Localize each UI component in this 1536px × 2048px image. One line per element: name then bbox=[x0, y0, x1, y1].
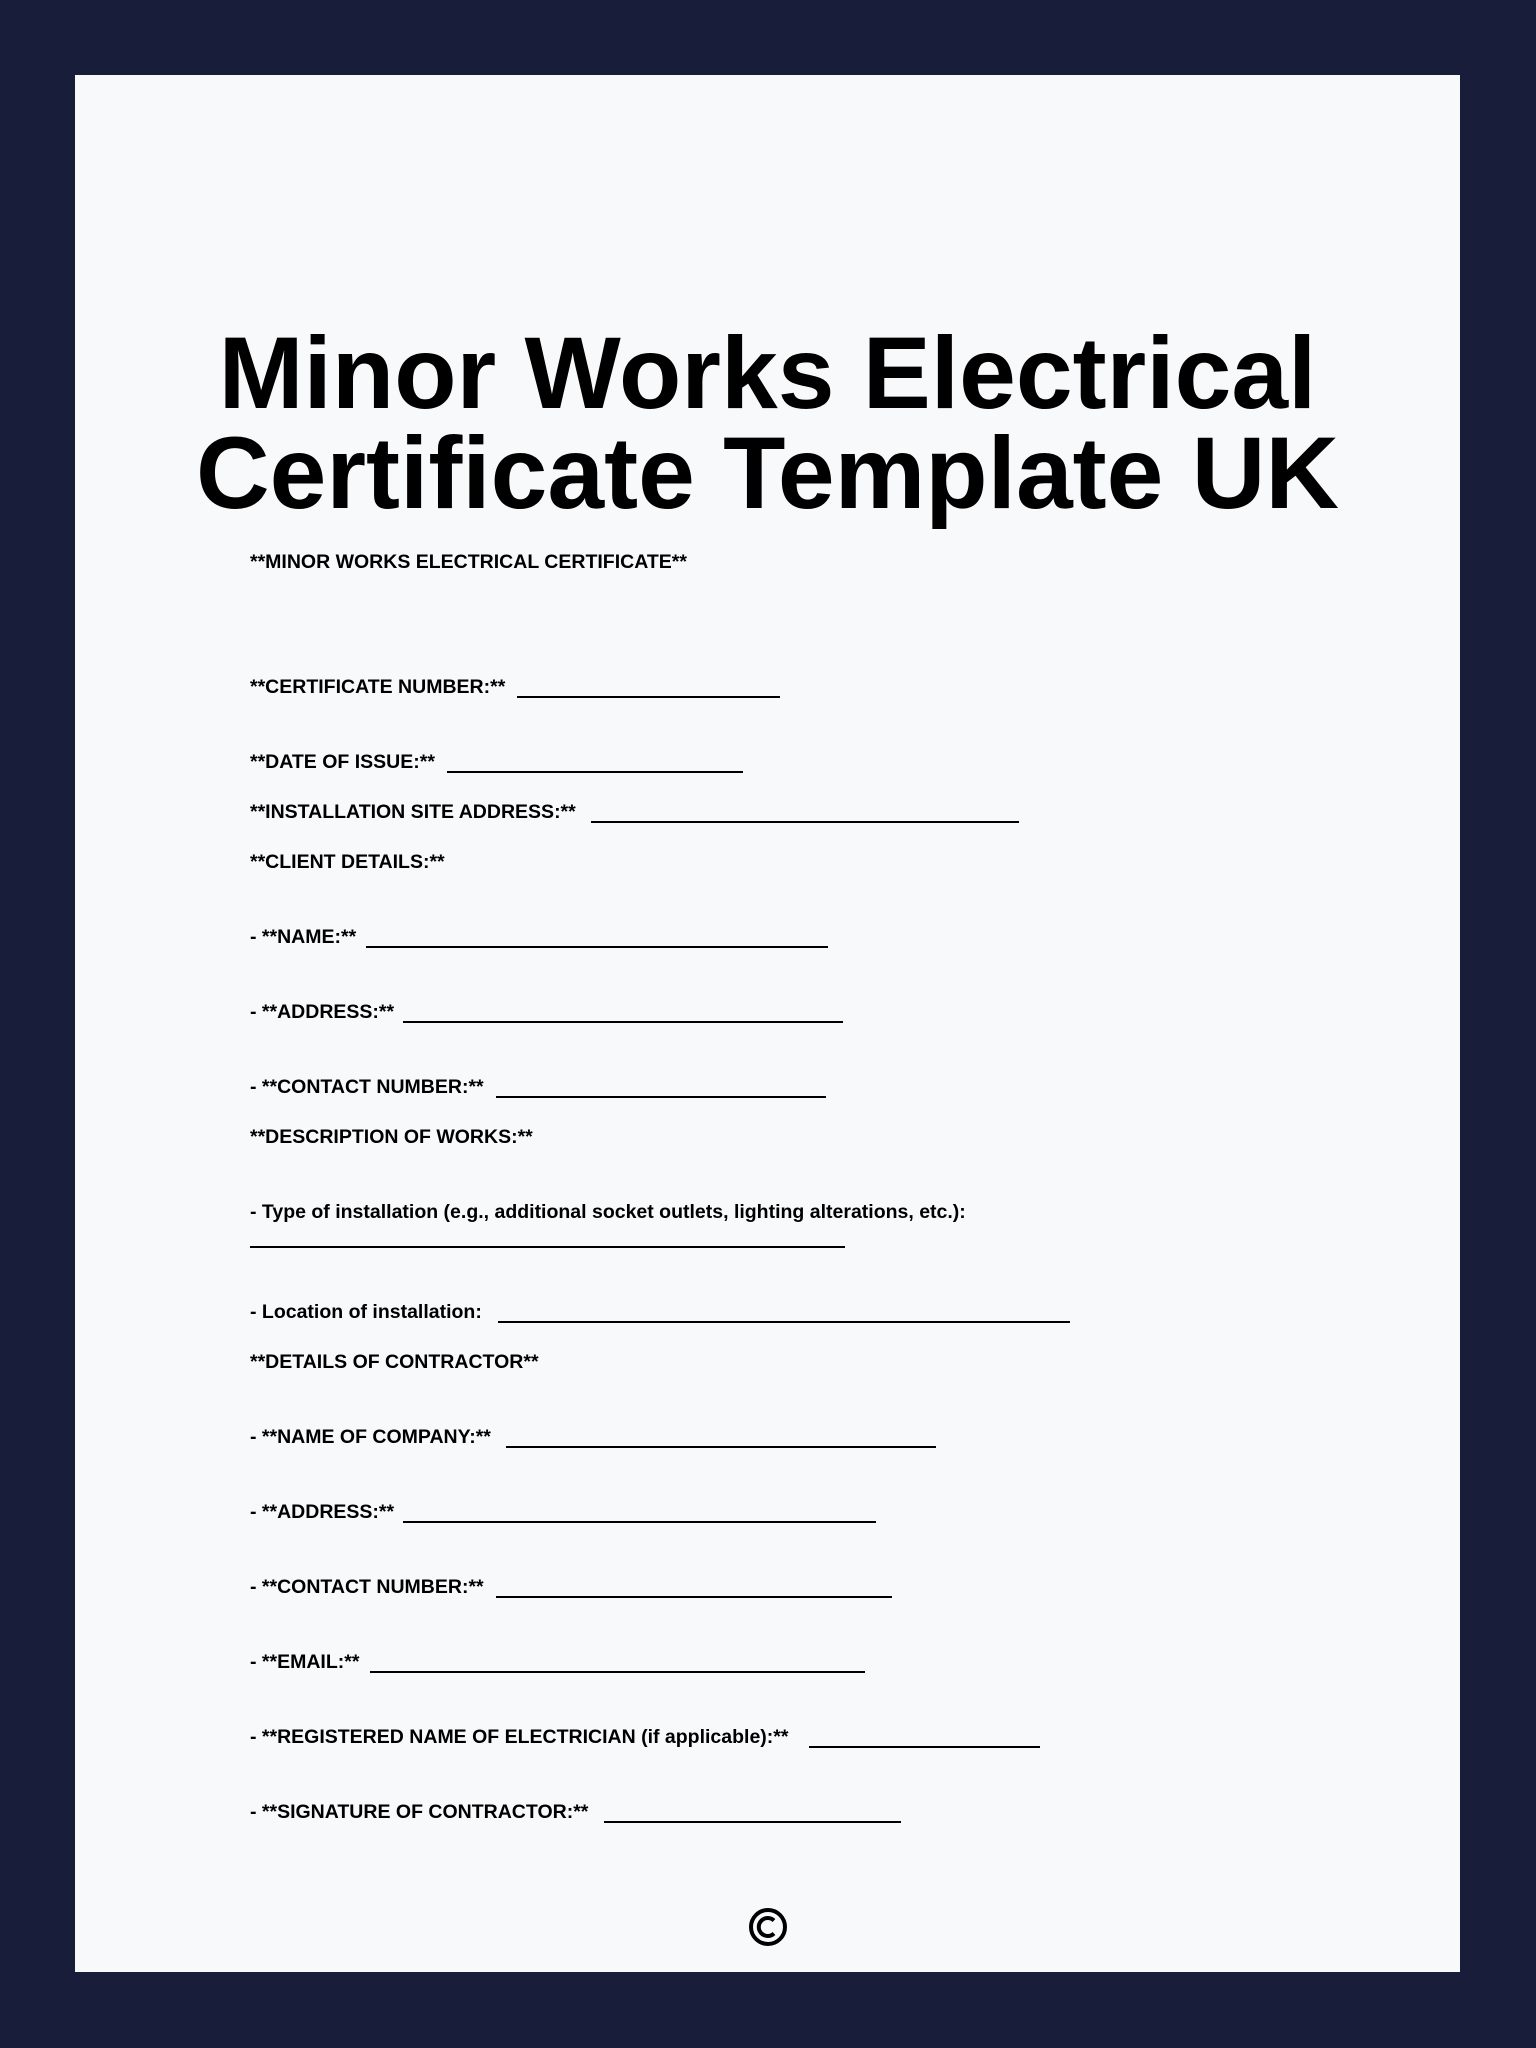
client-address-label: - **ADDRESS:** bbox=[250, 1001, 395, 1023]
date-of-issue-blank[interactable] bbox=[447, 771, 743, 773]
contractor-signature-blank[interactable] bbox=[604, 1821, 901, 1823]
installation-site-address-label: **INSTALLATION SITE ADDRESS:** bbox=[250, 801, 576, 823]
client-name-label: - **NAME:** bbox=[250, 926, 357, 948]
contractor-contact-number-blank[interactable] bbox=[496, 1596, 892, 1598]
description-of-works-heading: **DESCRIPTION OF WORKS:** bbox=[250, 1126, 533, 1148]
contractor-email-label: - **EMAIL:** bbox=[250, 1651, 360, 1673]
certificate-page bbox=[75, 75, 1460, 1972]
contractor-signature-label: - **SIGNATURE OF CONTRACTOR:** bbox=[250, 1801, 589, 1823]
contractor-email-blank[interactable] bbox=[370, 1671, 865, 1673]
client-contact-number-blank[interactable] bbox=[496, 1096, 826, 1098]
type-of-installation-blank[interactable] bbox=[250, 1246, 845, 1248]
location-of-installation-blank[interactable] bbox=[498, 1321, 1070, 1323]
date-of-issue-label: **DATE OF ISSUE:** bbox=[250, 751, 435, 773]
document-title bbox=[75, 316, 1460, 530]
client-name-blank[interactable] bbox=[366, 946, 828, 948]
contractor-contact-number-label: - **CONTACT NUMBER:** bbox=[250, 1576, 484, 1598]
certificate-heading: **MINOR WORKS ELECTRICAL CERTIFICATE** bbox=[250, 551, 687, 573]
company-name-label: - **NAME OF COMPANY:** bbox=[250, 1426, 491, 1448]
registered-electrician-label: - **REGISTERED NAME OF ELECTRICIAN (if applicable):** bbox=[250, 1726, 789, 1748]
title-line-1: Minor Works Electrical bbox=[218, 316, 1317, 430]
details-of-contractor-heading: **DETAILS OF CONTRACTOR** bbox=[250, 1351, 539, 1373]
contractor-address-label: - **ADDRESS:** bbox=[250, 1501, 395, 1523]
company-name-blank[interactable] bbox=[506, 1446, 936, 1448]
certificate-number-blank[interactable] bbox=[517, 696, 780, 698]
client-contact-number-label: - **CONTACT NUMBER:** bbox=[250, 1076, 484, 1098]
location-of-installation-label: - Location of installation: bbox=[250, 1301, 482, 1323]
type-of-installation-label: - Type of installation (e.g., additional socket outlets, lighting alterations, etc.): bbox=[250, 1201, 966, 1223]
copyright-icon bbox=[747, 1906, 789, 1948]
title-line-2: Certificate Template UK bbox=[195, 416, 1340, 530]
client-details-heading: **CLIENT DETAILS:** bbox=[250, 851, 445, 873]
client-address-blank[interactable] bbox=[403, 1021, 843, 1023]
installation-site-address-blank[interactable] bbox=[591, 821, 1019, 823]
certificate-number-label: **CERTIFICATE NUMBER:** bbox=[250, 676, 506, 698]
registered-electrician-blank[interactable] bbox=[809, 1746, 1040, 1748]
contractor-address-blank[interactable] bbox=[403, 1521, 876, 1523]
